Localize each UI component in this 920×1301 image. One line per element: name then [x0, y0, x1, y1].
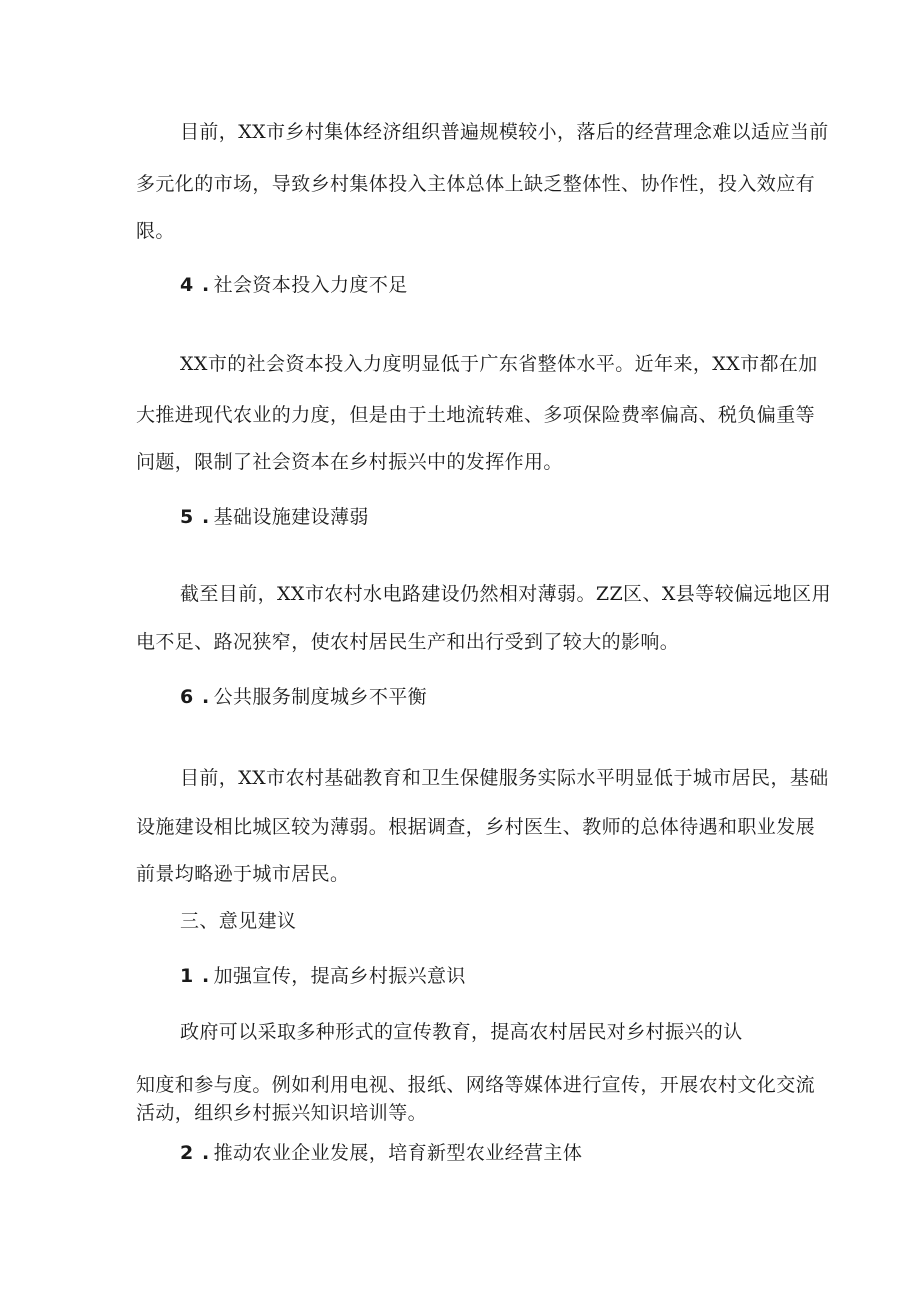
heading-text: 社会资本投入力度不足: [213, 274, 408, 296]
heading-dot: .: [202, 1142, 210, 1164]
paragraph-line: 目前，XX市农村基础教育和卫生保健服务实际水平明显低于城市居民，基础: [180, 767, 829, 789]
heading-text: 推动农业企业发展，培育新型农业经营主体: [213, 1142, 583, 1164]
paragraph-line: 设施建设相比城区较为薄弱。根据调查，乡村医生、教师的总体待遇和职业发展: [136, 816, 816, 838]
heading-number: 5: [180, 506, 194, 528]
paragraph-line: 问题，限制了社会资本在乡村振兴中的发挥作用。: [136, 451, 563, 473]
paragraph-line: 活动，组织乡村振兴知识培训等。: [136, 1102, 428, 1124]
heading-text: 加强宣传，提高乡村振兴意识: [213, 965, 466, 987]
heading-text: 基础设施建设薄弱: [213, 506, 369, 528]
heading-number: 4: [180, 274, 194, 296]
paragraph-line: 政府可以采取多种形式的宣传教育，提高农村居民对乡村振兴的认: [180, 1021, 743, 1043]
paragraph-line: 电不足、路况狭窄，使农村居民生产和出行受到了较大的影响。: [136, 631, 680, 653]
paragraph-line: 前景均略逊于城市居民。: [136, 863, 350, 885]
paragraph-line: 目前，XX市乡村集体经济组织普遍规模较小，落后的经营理念难以适应当前: [180, 121, 829, 143]
section-heading-2: [180, 1141, 582, 1165]
heading-number: 2: [180, 1142, 194, 1164]
paragraph-line: 限。: [136, 220, 175, 242]
heading-dot: .: [202, 965, 210, 987]
heading-dot: .: [202, 506, 210, 528]
heading-dot: .: [202, 274, 210, 296]
paragraph-line: 截至目前，XX市农村水电路建设仍然相对薄弱。ZZ区、X县等较偏远地区用: [180, 583, 831, 605]
section-heading-5: [180, 505, 369, 529]
section-heading-1: [180, 964, 466, 988]
section-heading-4: [180, 273, 408, 297]
paragraph-line: 知度和参与度。例如利用电视、报纸、网络等媒体进行宣传，开展农村文化交流: [136, 1074, 816, 1096]
heading-number: 1: [180, 965, 194, 987]
section-heading-6: [180, 685, 427, 709]
heading-number: 6: [180, 686, 194, 708]
heading-text: 公共服务制度城乡不平衡: [213, 686, 428, 708]
paragraph-line: XX市的社会资本投入力度明显低于广东省整体水平。近年来，XX市都在加: [180, 353, 818, 375]
heading-dot: .: [202, 686, 210, 708]
paragraph-line: 大推进现代农业的力度，但是由于土地流转难、多项保险费率偏高、税负偏重等: [136, 404, 816, 426]
section-title-suggestions: 三、意见建议: [180, 910, 297, 932]
paragraph-line: 多元化的市场，导致乡村集体投入主体总体上缺乏整体性、协作性，投入效应有: [136, 173, 816, 195]
